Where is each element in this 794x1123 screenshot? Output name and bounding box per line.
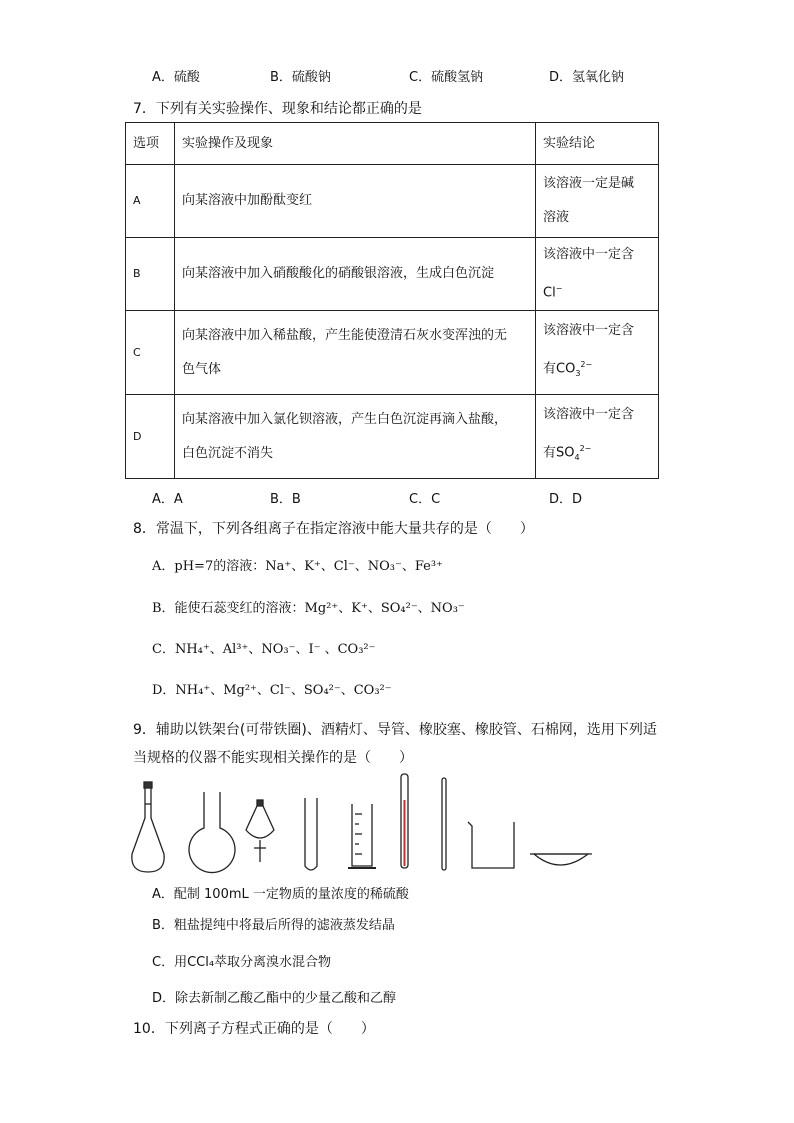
- ion-formula: Cl: [543, 285, 556, 301]
- operation-line2: 色气体: [182, 361, 222, 377]
- ion-charge: 2−: [579, 444, 592, 454]
- row-conclusion: [536, 395, 659, 479]
- q8-option-b: B．能使石蕊变红的溶液：Mg²⁺、K⁺、SO₄²⁻、NO₃⁻: [152, 601, 465, 616]
- q6-option-c: C．硫酸氢钠: [409, 70, 484, 85]
- ion-charge: 2−: [580, 360, 593, 370]
- volumetric-flask-icon: [132, 782, 164, 872]
- row-operation: [175, 238, 536, 311]
- separatory-funnel-icon: [246, 800, 274, 862]
- table-row: [126, 238, 659, 311]
- q8-option-d: D．NH₄⁺、Mg²⁺、Cl⁻、SO₄²⁻、CO₃²⁻: [152, 683, 392, 698]
- q9-option-b: B．粗盐提纯中将最后所得的滤液蒸发结晶: [152, 918, 395, 933]
- glass-rod-icon: [442, 778, 446, 870]
- q9-option-a: A．配制 100mL 一定物质的量浓度的稀硫酸: [152, 887, 409, 902]
- ion-formula: 有SO: [543, 445, 575, 461]
- table-header-row: [126, 123, 659, 165]
- conclusion-line1: 该溶液一定是碱: [543, 176, 635, 191]
- conclusion-line1: 该溶液中一定含: [543, 323, 635, 339]
- q8-option-a: A．pH=7的溶液：Na⁺、K⁺、Cl⁻、NO₃⁻、Fe³⁺: [152, 559, 443, 574]
- conclusion-line1: 该溶液中一定含: [543, 247, 635, 262]
- test-tube-icon: [305, 798, 317, 870]
- conclusion-line2: 溶液: [543, 210, 570, 225]
- header-conclusion: 实验结论: [536, 123, 659, 165]
- evaporating-dish-icon: [530, 854, 592, 865]
- ion-charge: −: [555, 284, 563, 293]
- q6-option-d: D．氢氧化钠: [549, 70, 625, 85]
- q7-option-a: A．A: [152, 492, 183, 507]
- q9-option-c: C．用CCl₄萃取分离溴水混合物: [152, 955, 332, 970]
- q8-stem: 8．常温下，下列各组离子在指定溶液中能大量共存的是（ ）: [133, 521, 534, 537]
- row-operation: [175, 311, 536, 395]
- thermometer-icon: [401, 774, 408, 868]
- q10-stem: 10．下列离子方程式正确的是（ ）: [133, 1021, 375, 1037]
- q7-option-b: B．B: [270, 492, 301, 507]
- conclusion-line2: [543, 272, 651, 310]
- row-option: D: [126, 395, 175, 479]
- q6-option-b: B．硫酸钠: [270, 70, 331, 85]
- operation-text: 向某溶液中加入硝酸酸化的硝酸银溶液，生成白色沉淀: [182, 266, 495, 282]
- operation-text: 向某溶液中加酚酞变红: [182, 193, 313, 208]
- conclusion-line1: 该溶液中一定含: [543, 407, 635, 423]
- row-operation: [175, 395, 536, 479]
- table-row: [126, 165, 659, 238]
- ion-formula: 有CO: [543, 361, 576, 377]
- q7-option-d: D．D: [549, 492, 583, 507]
- row-option: A: [126, 165, 175, 238]
- ion-subscript: 4: [574, 453, 580, 463]
- operation-line1: 向某溶液中加入氯化钡溶液，产生白色沉淀再滴入盐酸，: [182, 411, 508, 427]
- graduated-cylinder-icon: [348, 804, 376, 868]
- row-conclusion: [536, 238, 659, 311]
- table-row: [126, 395, 659, 479]
- q6-option-a: A．硫酸: [152, 70, 200, 85]
- conclusion-line2: [543, 348, 651, 391]
- q8-option-c: C．NH₄⁺、Al³⁺、NO₃⁻、I⁻ 、CO₃²⁻: [152, 642, 376, 657]
- operation-line2: 白色沉淀不消失: [182, 445, 274, 461]
- row-option: C: [126, 311, 175, 395]
- header-operation: 实验操作及现象: [175, 123, 536, 165]
- operation-line1: 向某溶液中加入稀盐酸，产生能使澄清石灰水变浑浊的无: [182, 327, 508, 343]
- row-operation: [175, 165, 536, 238]
- table-row: [126, 311, 659, 395]
- round-bottom-flask-icon: [189, 792, 235, 873]
- row-conclusion: [536, 165, 659, 238]
- q9-stem-line2: 当规格的仪器不能实现相关操作的是（ ）: [133, 750, 413, 766]
- header-option: 选项: [126, 123, 175, 165]
- ion-subscript: 3: [575, 369, 581, 379]
- lab-apparatus-figure: [126, 770, 596, 878]
- row-conclusion: [536, 311, 659, 395]
- beaker-icon: [468, 822, 514, 868]
- q7-table: [125, 122, 659, 479]
- q9-option-d: D．除去新制乙酸乙酯中的少量乙酸和乙醇: [152, 991, 397, 1006]
- q9-stem-line1: 9．辅助以铁架台(可带铁圈)、酒精灯、导管、橡胶塞、橡胶管、石棉网，选用下列适: [133, 722, 657, 738]
- q7-option-c: C．C: [409, 492, 441, 507]
- row-option: B: [126, 238, 175, 311]
- q7-stem: 7．下列有关实验操作、现象和结论都正确的是: [133, 101, 422, 117]
- conclusion-line2: [543, 432, 651, 475]
